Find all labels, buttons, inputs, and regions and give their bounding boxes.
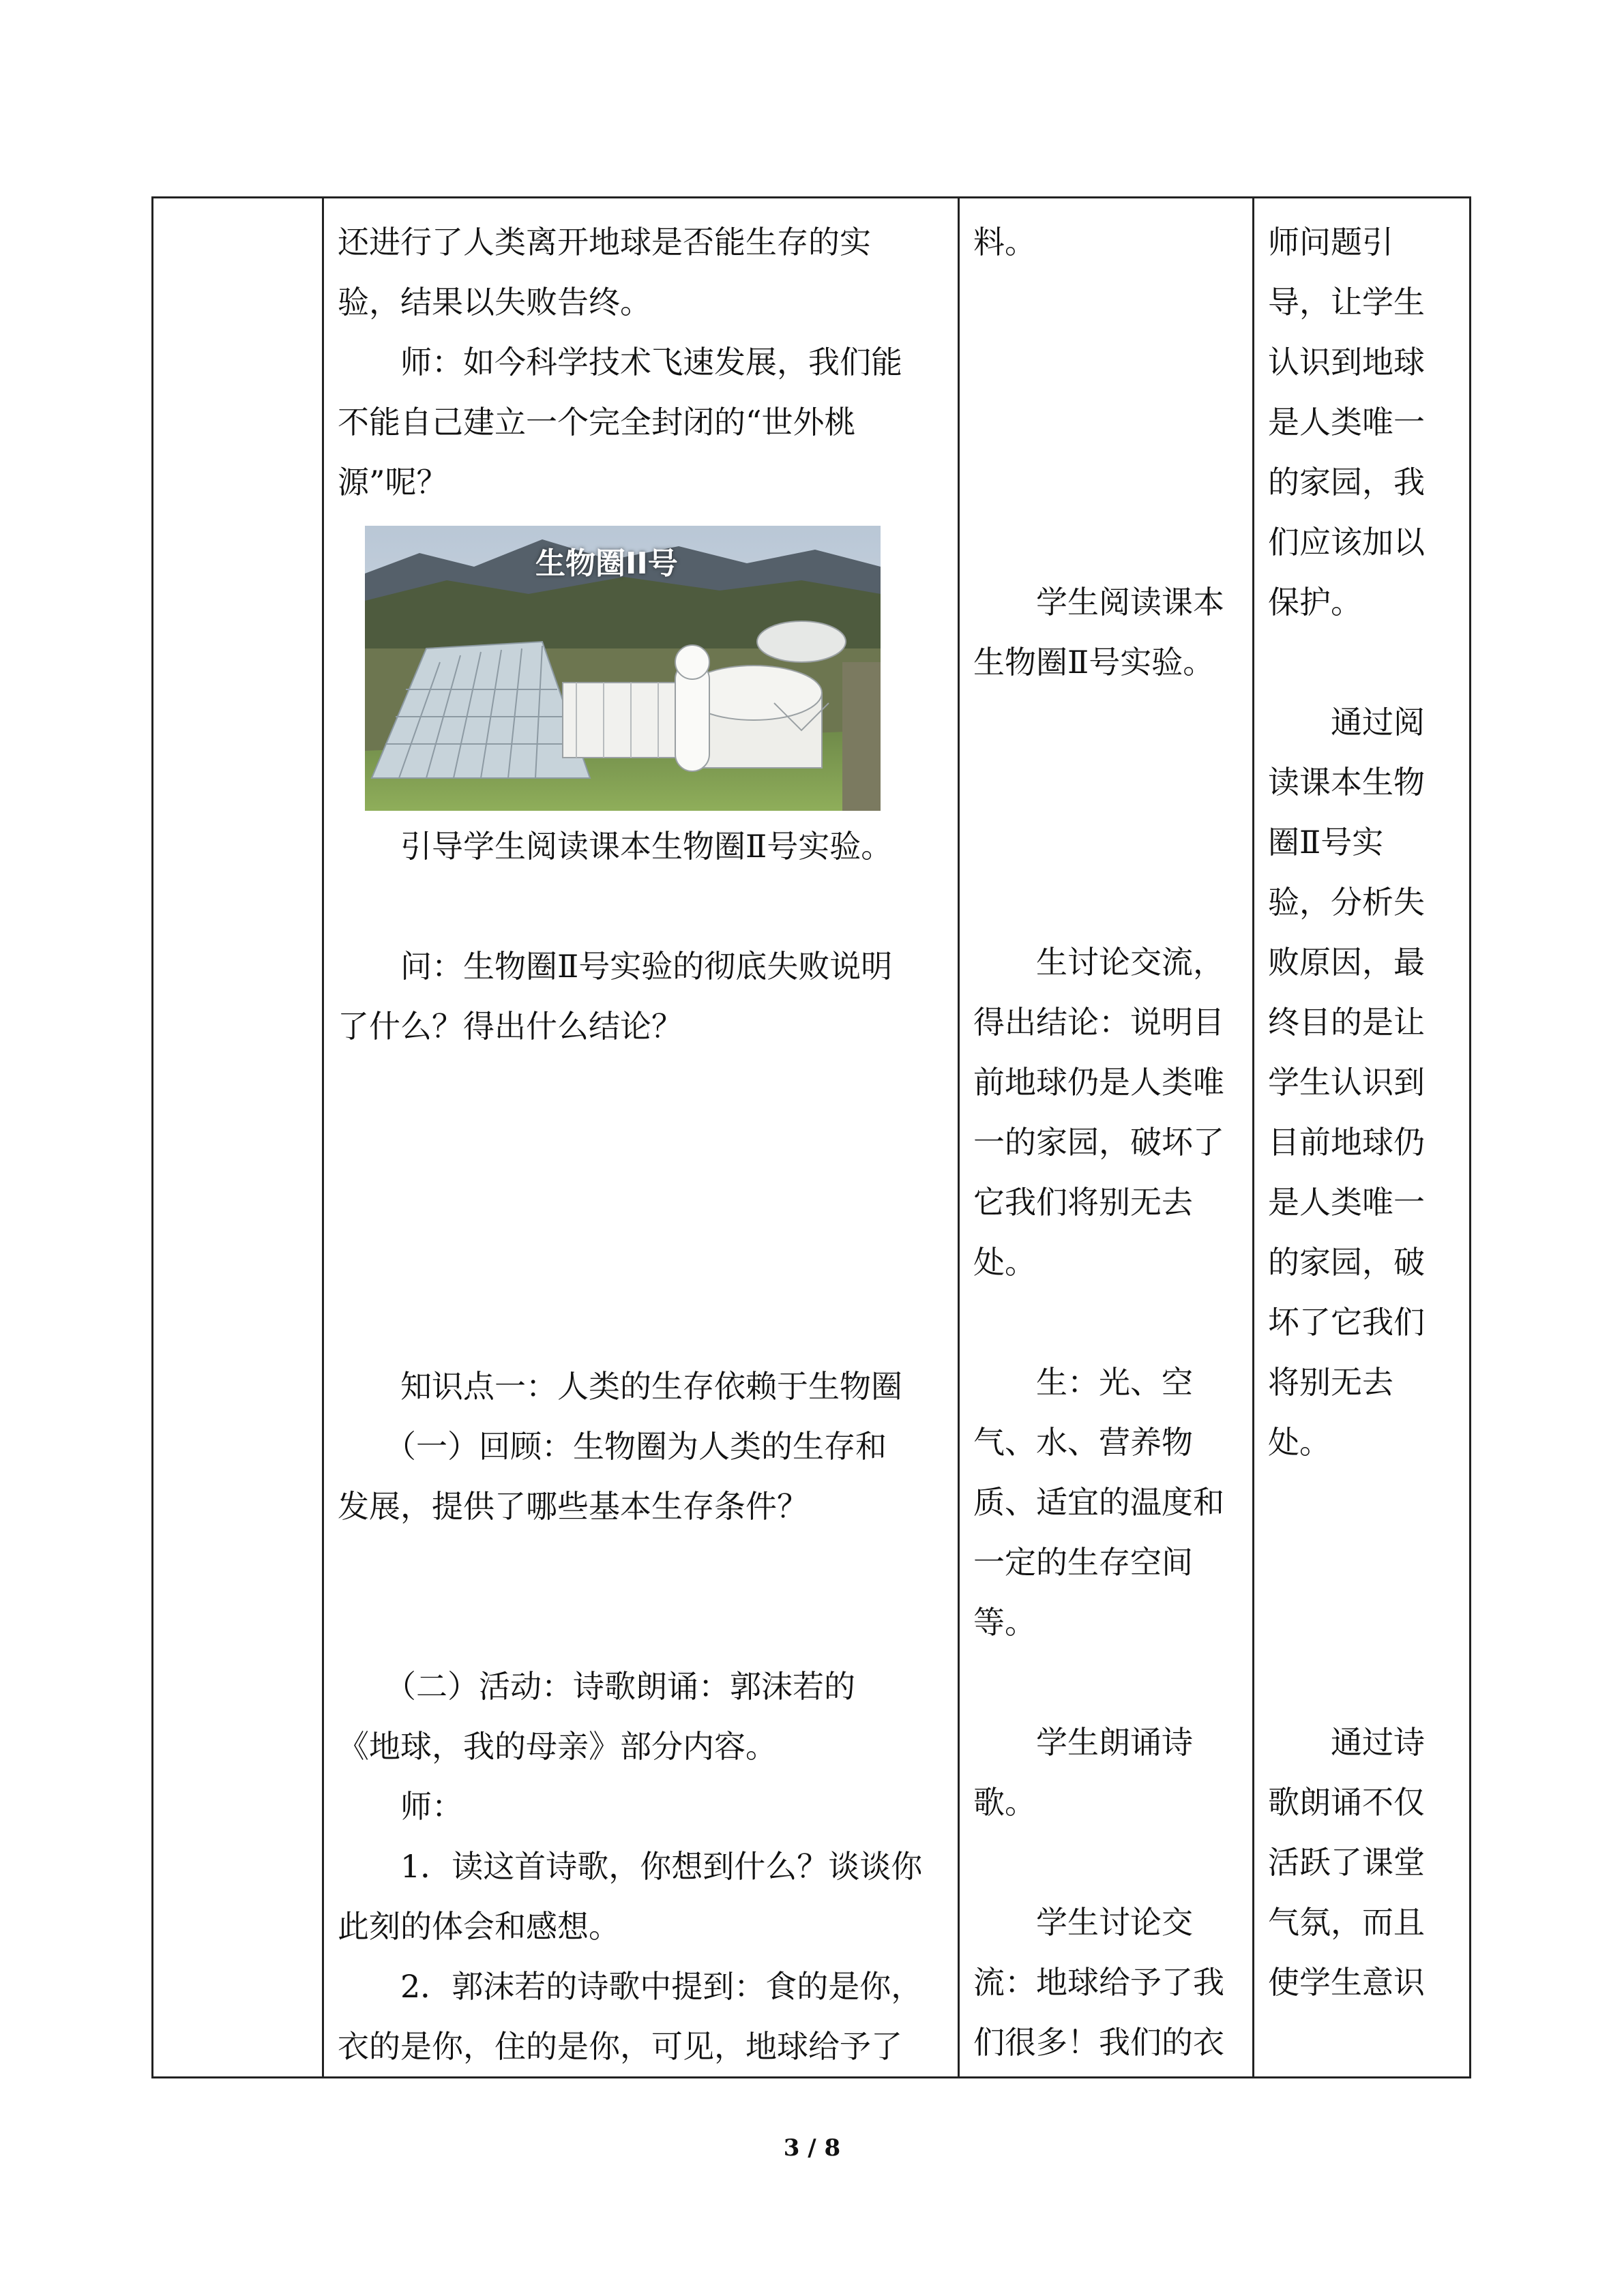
text-line: 通过诗 [1331,1724,1425,1761]
section-column-cell [153,198,323,2078]
text-line: 导，让学生 [1268,284,1425,320]
text-line: 的家园，破 [1268,1244,1425,1281]
text-line: 读课本生物 [1268,764,1425,801]
knowledge-point-heading: 知识点一：人类的生存依赖于生物圈 [400,1368,902,1405]
text-line: 歌朗诵不仅 [1268,1784,1425,1821]
text-line: 通过阅 [1331,704,1425,741]
text-line: 使学生意识 [1268,1964,1425,2001]
text-line: （二）活动：诗歌朗诵：郭沫若的 [385,1668,855,1705]
text-line: 师问题引 [1268,224,1393,260]
text-line: 验，分析失 [1268,884,1425,921]
text-line: 质、适宜的温度和 [973,1484,1224,1521]
text-line: 1．读这首诗歌，你想到什么？谈谈你 [400,1848,923,1885]
text-line: 生物圈Ⅱ号实验。 [973,644,1215,681]
text-line: 气、水、营养物 [973,1424,1193,1461]
text-line: 它我们将别无去 [973,1184,1193,1221]
teacher-activity-cell [323,198,959,2078]
text-line: 此刻的体会和感想。 [338,1908,620,1945]
text-line: 们很多！我们的衣 [973,2024,1224,2061]
page-number: 3 / 8 [783,2134,841,2162]
text-line: 料。 [973,224,1036,260]
text-line: 圈Ⅱ号实 [1268,824,1384,861]
text-line: 坏了它我们 [1268,1304,1425,1341]
text-line: 终目的是让 [1268,1004,1425,1041]
text-line: 源”呢？ [338,464,448,501]
text-line: 歌。 [973,1784,1036,1821]
text-line: 保护。 [1268,584,1362,621]
student-activity-cell [959,198,1254,2078]
text-line: 学生讨论交 [1036,1904,1193,1941]
text-line: 的家园，我 [1268,464,1425,501]
text-line: 前地球仍是人类唯 [973,1064,1224,1101]
text-line: 目前地球仍 [1268,1124,1425,1161]
text-line: 问：生物圈Ⅱ号实验的彻底失败说明 [400,948,893,985]
text-line: 得出结论：说明目 [973,1004,1224,1041]
photo-caption-title: 生物圈II号 [535,546,678,581]
text-line: 发展，提供了哪些基本生存条件？ [338,1488,808,1525]
text-line: 败原因，最 [1268,944,1425,981]
design-intent-cell [1254,198,1471,2078]
text-line: 是人类唯一 [1268,404,1425,441]
text-line: 一的家园，破坏了 [973,1124,1224,1161]
text-line: 引导学生阅读课本生物圈Ⅱ号实验。 [400,828,893,865]
text-line: 生：光、空 [1036,1364,1193,1401]
text-line: 将别无去 [1268,1364,1393,1401]
text-line: 处。 [1268,1424,1331,1461]
text-line: 学生认识到 [1268,1064,1425,1101]
text-line: 2．郭沫若的诗歌中提到：食的是你， [400,1968,923,2005]
biosphere-2-photo [365,526,881,811]
text-line: 流：地球给予了我 [973,1964,1224,2001]
text-line: 是人类唯一 [1268,1184,1425,1221]
text-line: 师：如今科学技术飞速发展，我们能 [400,344,902,381]
text-line: 了什么？得出什么结论？ [338,1008,683,1045]
text-line: 生讨论交流， [1036,944,1224,981]
text-line: 衣的是你，住的是你，可见，地球给予了 [338,2028,902,2065]
text-line: 《地球，我的母亲》部分内容。 [338,1728,777,1765]
text-line: 气氛，而且 [1268,1904,1425,1941]
text-line: 认识到地球 [1268,344,1425,381]
text-line: 学生阅读课本 [1036,584,1224,621]
text-line: 等。 [973,1604,1036,1641]
text-line: 一定的生存空间 [973,1544,1193,1581]
text-line: 师： [400,1788,463,1825]
text-line: 处。 [973,1244,1036,1281]
lesson-plan-table [151,196,1471,2078]
text-line: 们应该加以 [1268,524,1425,561]
text-line: 验，结果以失败告终。 [338,284,651,320]
text-line: 活跃了课堂 [1268,1844,1425,1881]
table-row [153,198,1471,2078]
text-line: 不能自己建立一个完全封闭的“世外桃 [338,404,856,441]
text-line: （一）回顾：生物圈为人类的生存和 [385,1428,887,1465]
text-line: 学生朗诵诗 [1036,1724,1193,1761]
text-line: 还进行了人类离开地球是否能生存的实 [338,224,871,260]
